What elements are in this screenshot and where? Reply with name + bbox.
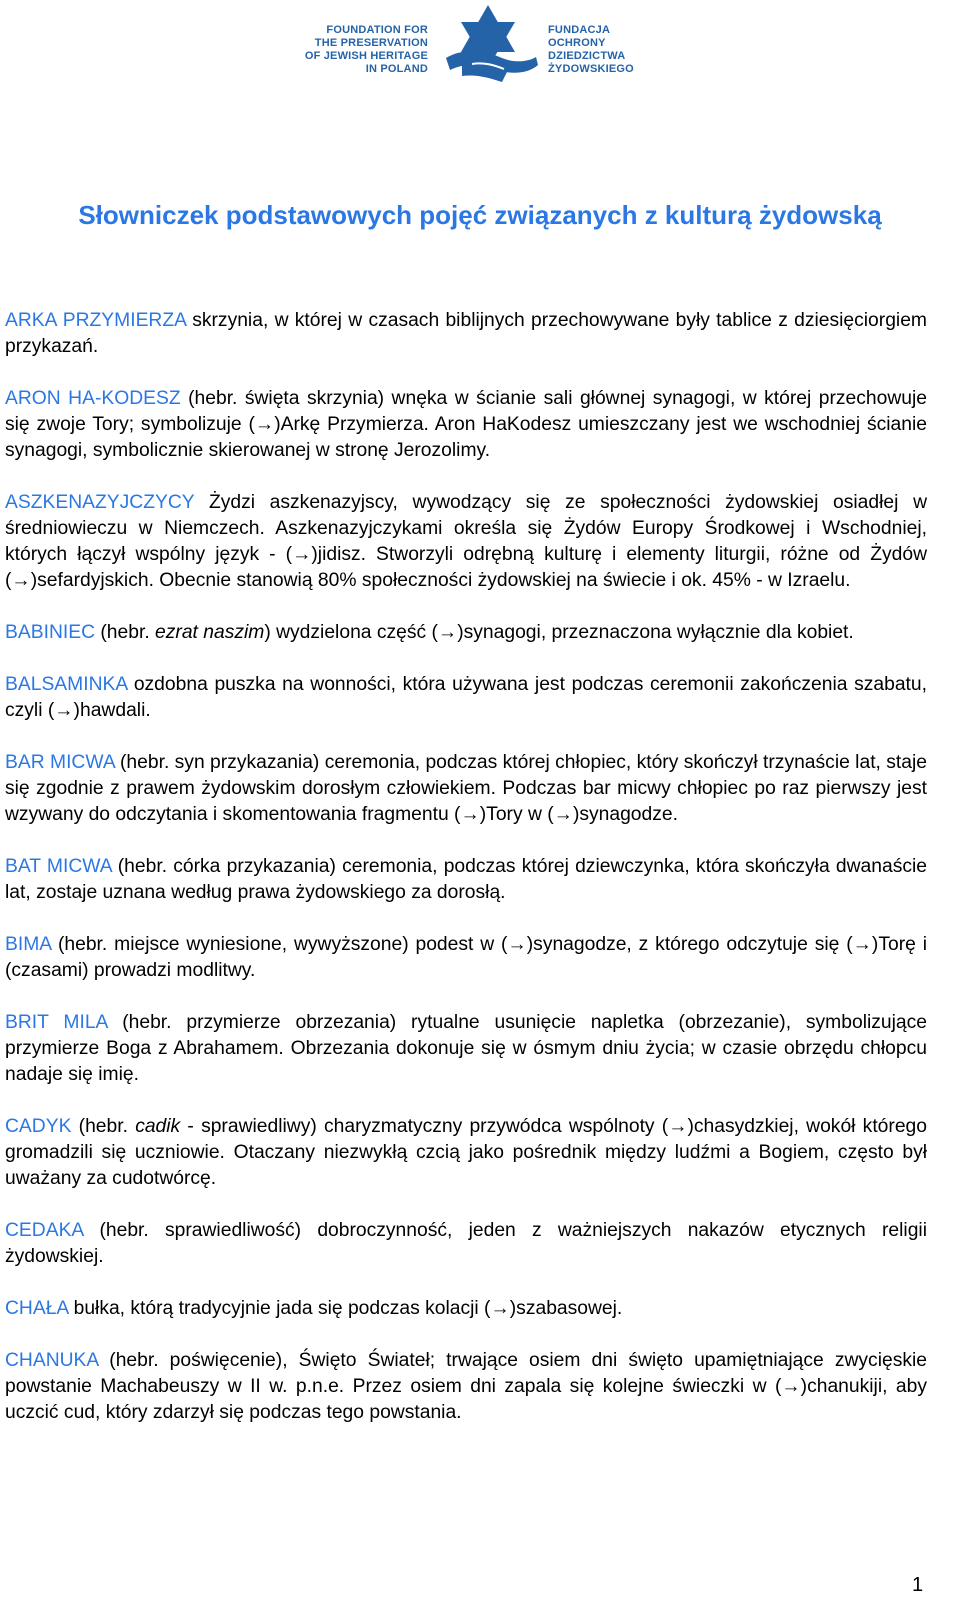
entry-definition: (hebr. przymierze obrzezania) rytualne usunięcie napletka (obrzezanie), symbolizujące przymierze Boga z Abrahamem. Obrzezania dokonuje się w ósmym dniu życia; w czasie obrzędu chłopcu nadaje się imię.	[5, 1012, 927, 1085]
entry-definition: (hebr. syn przykazania) ceremonia, podczas której chłopiec, który skończył trzynaście lat, staje się zgodnie z prawem żydowskim dorosłym człowiekiem. Podczas bar micwy chłopiec po raz pierwszy jest wzywany do odczytania i skomentowania fragmentu (→)Tory w (→)synagodze.	[5, 752, 927, 825]
logo-line: OF JEWISH HERITAGE	[304, 50, 428, 62]
glossary-entry	[5, 750, 927, 828]
glossary-entry	[5, 672, 927, 724]
logo-line: OCHRONY	[548, 37, 606, 49]
glossary-entry	[5, 308, 927, 360]
entry-term: BAR MICWA	[5, 752, 115, 773]
entry-definition: (hebr.	[95, 622, 156, 643]
logo-text-polish	[548, 24, 668, 76]
entry-definition: skrzynia, w której w czasach biblijnych przechowywane były tablice z dziesięciorgiem przykazań.	[5, 310, 927, 357]
glossary-entry	[5, 1114, 927, 1192]
entry-definition-continued: - sprawiedliwy) charyzmatyczny przywódca wspólnoty (→)chasydzkiej, wokół którego gromadzili się uczniowie. Otaczany niezwykłą czcią jako pośrednik między ludźmi a Bogiem, często był uważany za cudotwórcę.	[5, 1116, 927, 1189]
logo-line: THE PRESERVATION	[314, 37, 428, 49]
glossary-entry	[5, 1348, 927, 1426]
entry-term: BIMA	[5, 934, 52, 955]
entry-term: ASZKENAZYJCZYCY	[5, 492, 195, 513]
glossary-entry	[5, 932, 927, 984]
entry-hebrew-term: cadik	[135, 1116, 181, 1137]
entry-term: CADYK	[5, 1116, 72, 1137]
glossary-entry	[5, 1010, 927, 1088]
entry-term: BALSAMINKA	[5, 674, 128, 695]
logo-line: ŻYDOWSKIEGO	[548, 63, 634, 75]
entry-definition: (hebr. poświęcenie), Święto Świateł; trwające osiem dni święto upamiętniające zwycięskie powstanie Machabeuszy w II w. p.n.e. Przez osiem dni zapala się kolejne świeczki w (→)chanukiji, aby uczcić cud, który zdarzył się podczas tego powstania.	[5, 1350, 927, 1423]
glossary-entry	[5, 620, 927, 646]
logo-line: IN POLAND	[365, 63, 428, 75]
glossary-entry	[5, 1296, 927, 1322]
page-header	[0, 0, 960, 90]
entry-definition: (hebr. święta skrzynia) wnęka w ścianie sali głównej synagogi, w której przechowuje się zwoje Tory; symbolizuje (→)Arkę Przymierza. Aron HaKodesz umieszczany jest we wschodniej ścianie synagogi, symbolicznie skierowanej w stronę Jerozolimy.	[5, 388, 927, 461]
glossary-entry	[5, 386, 927, 464]
entry-definition: (hebr. sprawiedliwość) dobroczynność, jeden z ważniejszych nakazów etycznych religii żydowskiej.	[5, 1220, 927, 1267]
entry-term: CEDAKA	[5, 1220, 84, 1241]
entry-definition: ozdobna puszka na wonności, która używana jest podczas ceremonii zakończenia szabatu, czyli (→)hawdali.	[5, 674, 927, 721]
logo-line: DZIEDZICTWA	[548, 50, 626, 62]
glossary	[5, 308, 927, 1452]
entry-definition: (hebr. córka przykazania) ceremonia, podczas której dziewczynka, która skończyła dwanaście lat, zostaje uznana według prawa żydowskiego za dorosłą.	[5, 856, 927, 903]
entry-definition: Żydzi aszkenazyjscy, wywodzący się ze społeczności żydowskiej osiadłej w średniowieczu w Niemczech. Aszkenazyjczykami określa się Żydów Europy Środkowej i Wschodniej, których łączył wspólny język - (→)jidisz. Stworzyli odrębną kulturę i elementy liturgii, różne od Żydów (→)sefardyjskich. Obecnie stanowią 80% społeczności żydowskiej na świecie i ok. 45% - w Izraelu.	[5, 492, 927, 591]
document-title: Słowniczek podstawowych pojęć związanych z kulturą żydowską	[78, 200, 882, 230]
entry-definition: bułka, którą tradycyjnie jada się podczas kolacji (→)szabasowej.	[68, 1298, 623, 1319]
entry-term: ARON HA-KODESZ	[5, 388, 181, 409]
logo-text-english	[300, 24, 428, 76]
glossary-entry	[5, 490, 927, 594]
star-of-david-with-hand-icon	[432, 2, 544, 84]
entry-term: CHAŁA	[5, 1298, 69, 1319]
glossary-entry	[5, 1218, 927, 1270]
entry-term: BABINIEC	[5, 622, 96, 643]
entry-term: ARKA PRZYMIERZA	[5, 310, 186, 331]
entry-definition: (hebr. miejsce wyniesione, wywyższone) podest w (→)synagodze, z którego odczytuje się (→)Torę i (czasami) prowadzi modlitwy.	[5, 934, 927, 981]
entry-term: BAT MICWA	[5, 856, 112, 877]
entry-definition: (hebr.	[71, 1116, 136, 1137]
entry-definition-continued: ) wydzielona część (→)synagogi, przeznaczona wyłącznie dla kobiet.	[264, 622, 854, 643]
entry-term: BRIT MILA	[5, 1012, 108, 1033]
logo-line: FUNDACJA	[548, 24, 611, 36]
page-number: 1	[912, 1574, 924, 1596]
entry-term: CHANUKA	[5, 1350, 99, 1371]
entry-hebrew-term: ezrat naszim	[155, 622, 265, 643]
logo-line: FOUNDATION FOR	[326, 24, 428, 36]
glossary-entry	[5, 854, 927, 906]
